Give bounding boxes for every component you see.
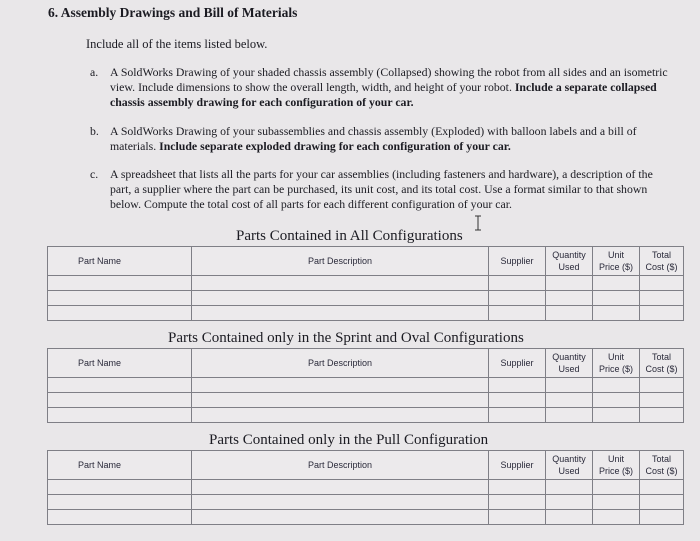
table-row <box>48 291 684 306</box>
table-row <box>48 408 684 423</box>
table-row <box>48 510 684 525</box>
table-row <box>48 480 684 495</box>
col-total-cost: Total Cost ($) <box>640 349 684 378</box>
item-letter: a. <box>90 65 99 79</box>
table-title-pull: Parts Contained only in the Pull Configuration <box>209 432 489 448</box>
table-row <box>48 393 684 408</box>
table-header-row <box>48 451 684 480</box>
col-supplier: Supplier <box>489 349 546 378</box>
parts-table-all <box>47 246 684 321</box>
col-total-cost: Total Cost ($) <box>640 247 684 276</box>
col-part-description: Part Description <box>192 349 489 378</box>
list-item-c <box>90 167 675 212</box>
list-item-b <box>90 124 675 154</box>
table-header-row <box>48 247 684 276</box>
table-title-sprint-oval: Parts Contained only in the Sprint and Oval Configurations <box>168 330 524 346</box>
intro-text: Include all of the items listed below. <box>86 37 268 51</box>
col-supplier: Supplier <box>489 247 546 276</box>
table-title-all: Parts Contained in All Configurations <box>236 228 463 244</box>
table-row <box>48 378 684 393</box>
text-cursor-icon <box>474 215 482 231</box>
item-letter: b. <box>90 124 99 138</box>
col-quantity: Quantity Used <box>546 451 593 480</box>
item-bold-text: Include a separate collapsed chassis assembly drawing for each configuration of your car. <box>110 80 657 109</box>
list-item-a <box>90 65 675 110</box>
parts-table-pull <box>47 450 684 525</box>
col-unit-price: Unit Price ($) <box>593 451 640 480</box>
item-text: A SoldWorks Drawing of your shaded chassis assembly (Collapsed) showing the robot from all sides and an isometric view. Include dimensions to show the overall length, width, and height of your robot. Include a separate collapsed chassis assembly drawing for each configuration of your car. <box>110 65 668 109</box>
col-quantity: Quantity Used <box>546 247 593 276</box>
item-text: A spreadsheet that lists all the parts for your car assemblies (including fasteners and hardware), a description of the part, a supplier where the part can be purchased, its unit cost, and its total cost. Use a format similar to that shown below. Compute the total cost of all parts for each different configuration of your car. <box>110 167 653 211</box>
section-heading: 6. Assembly Drawings and Bill of Materials <box>48 5 298 20</box>
item-letter: c. <box>90 167 99 181</box>
table-row <box>48 276 684 291</box>
table-row <box>48 495 684 510</box>
parts-table-sprint-oval <box>47 348 684 423</box>
col-part-name: Part Name <box>48 451 192 480</box>
col-unit-price: Unit Price ($) <box>593 349 640 378</box>
col-part-name: Part Name <box>48 247 192 276</box>
col-supplier: Supplier <box>489 451 546 480</box>
table-header-row <box>48 349 684 378</box>
col-quantity: Quantity Used <box>546 349 593 378</box>
table-row <box>48 306 684 321</box>
item-bold-text: Include separate exploded drawing for each configuration of your car. <box>159 139 511 153</box>
item-text: A SoldWorks Drawing of your subassemblies and chassis assembly (Exploded) with balloon labels and a bill of materials. Include separate exploded drawing for each configuration of your car. <box>110 124 637 153</box>
col-total-cost: Total Cost ($) <box>640 451 684 480</box>
col-unit-price: Unit Price ($) <box>593 247 640 276</box>
col-part-description: Part Description <box>192 247 489 276</box>
col-part-name: Part Name <box>48 349 192 378</box>
col-part-description: Part Description <box>192 451 489 480</box>
